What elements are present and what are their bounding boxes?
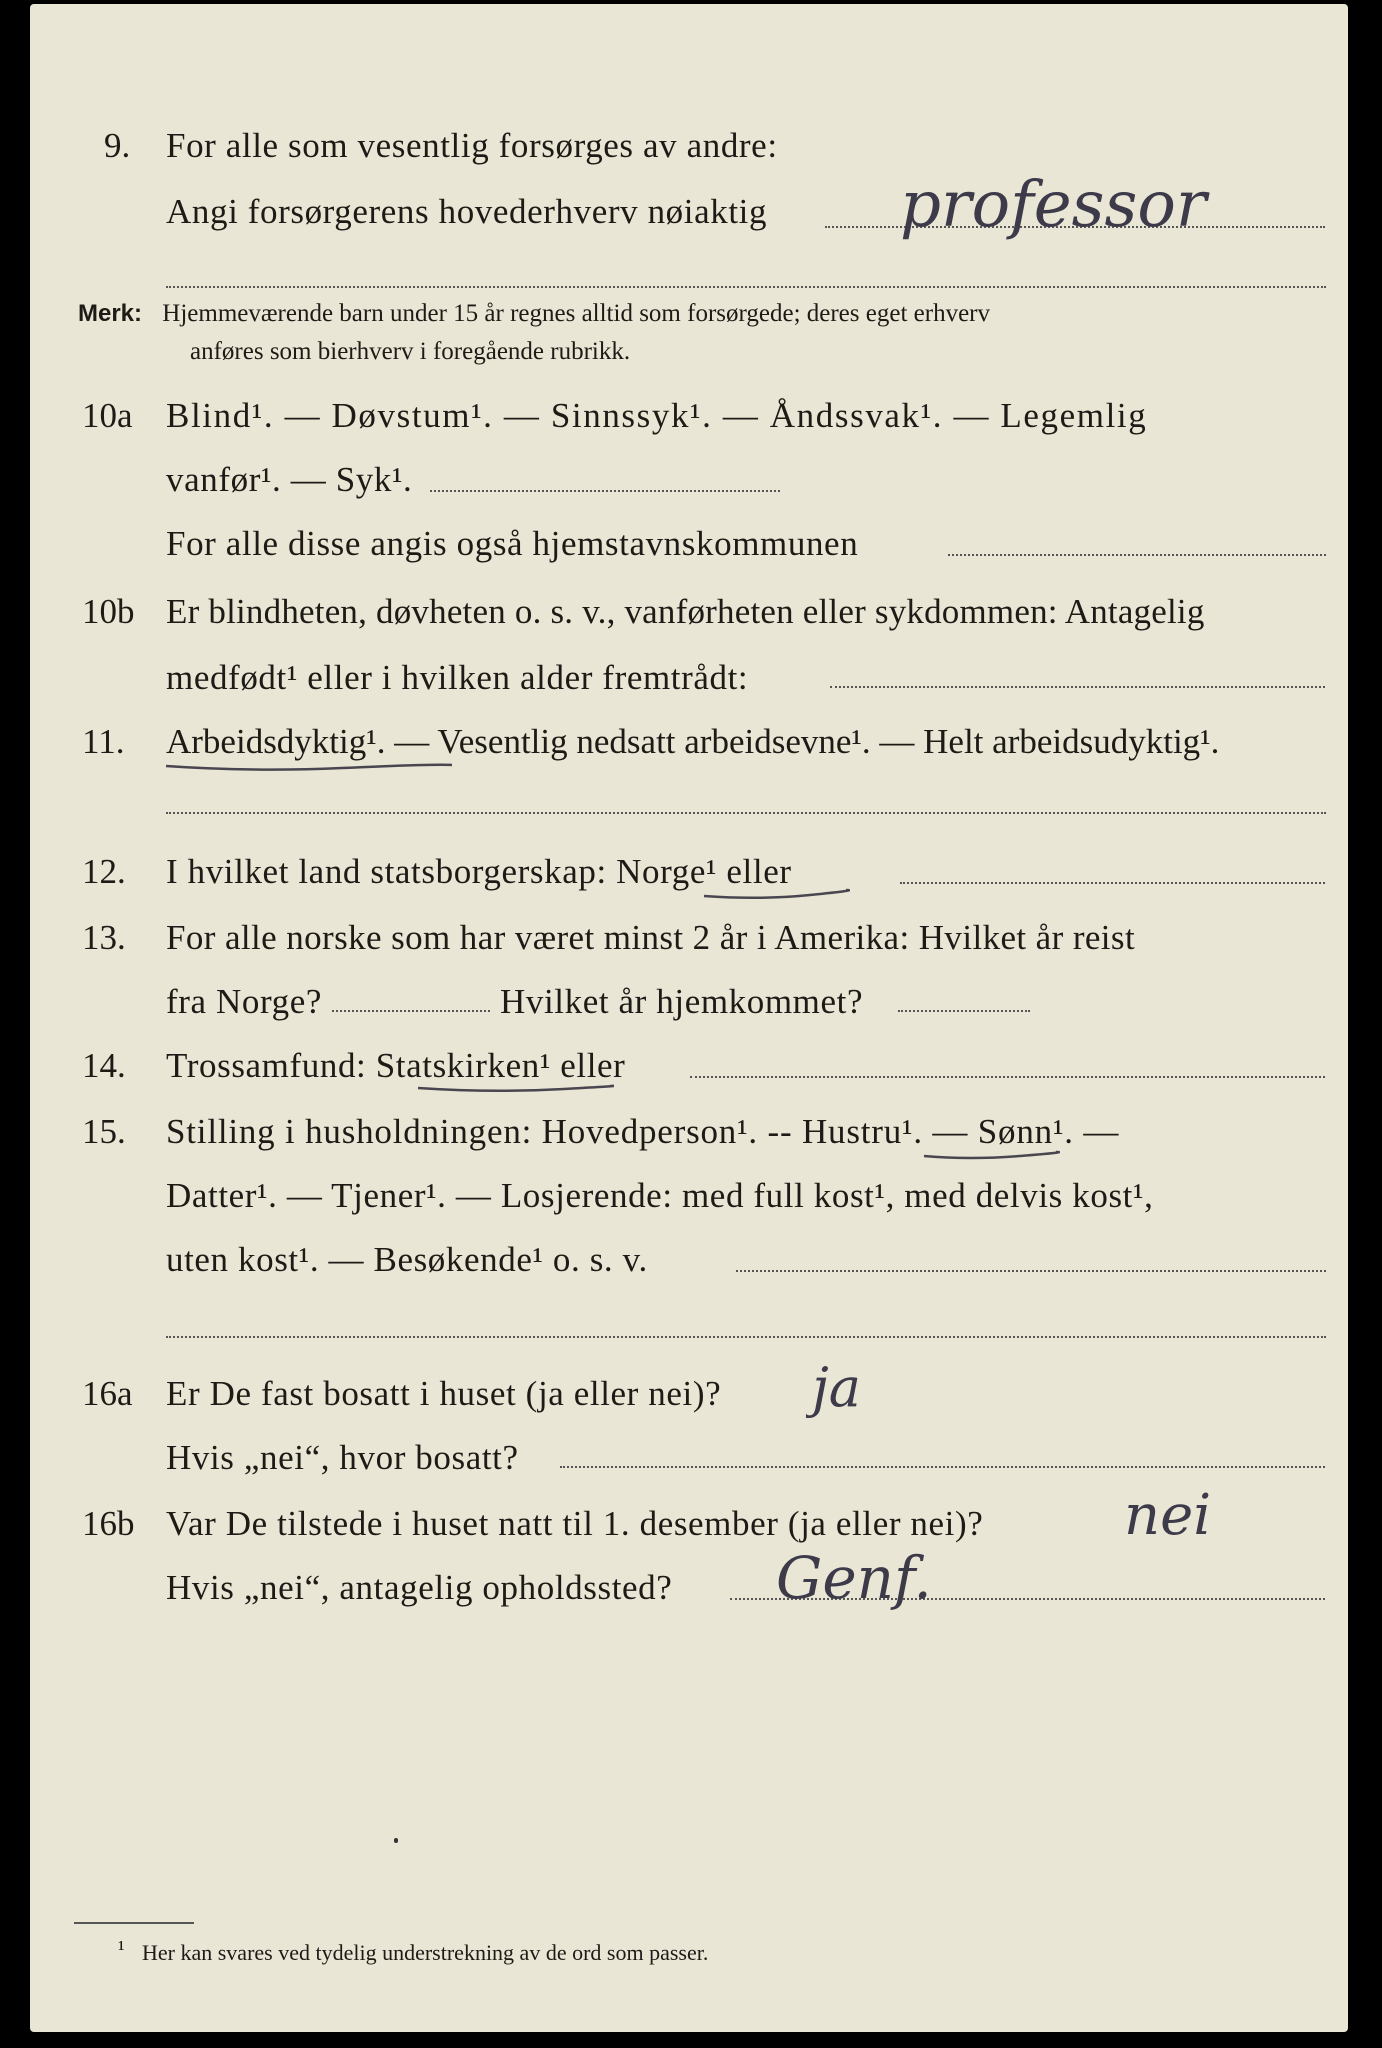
q9-number: 9. <box>104 126 131 165</box>
q16a-line2: Hvis „nei“, hvor bosatt? <box>166 1438 519 1477</box>
q14-line1: Trossamfund: Statskirken¹ eller <box>166 1046 626 1085</box>
q13-line1: For alle norske som har været minst 2 år i Amerika: Hvilket år reist <box>166 918 1136 957</box>
q16a-answer-line <box>560 1466 1325 1468</box>
q10a-number: 10a <box>82 396 133 435</box>
svg-text:Genf.: Genf. <box>776 1544 932 1612</box>
q16b-handwritten-answer <box>1118 1482 1318 1562</box>
q10a-line2: vanfør¹. — Syk¹. <box>166 460 413 499</box>
q12-number: 12. <box>82 852 126 891</box>
q10b-number: 10b <box>82 592 135 631</box>
q16a-line1: Er De fast bosatt i huset (ja eller nei)? <box>166 1374 722 1413</box>
ink-dot <box>394 1838 398 1843</box>
q16b-answer-line <box>730 1598 1325 1600</box>
q10b-line2: medfødt¹ eller i hvilken alder fremtrådt: <box>166 658 749 697</box>
q14-answer-line <box>690 1076 1325 1078</box>
census-form-page <box>30 4 1348 2032</box>
q16a-number: 16a <box>82 1374 133 1413</box>
svg-text:professor: professor <box>900 168 1207 242</box>
q11-line1: Arbeidsdyktig¹. — Vesentlig nedsatt arbeidsevne¹. — Helt arbeidsudyktig¹. <box>166 722 1220 761</box>
note-line1 <box>78 300 990 328</box>
q13-line2a: fra Norge? <box>166 982 322 1021</box>
q15-line2: Datter¹. — Tjener¹. — Losjerende: med full kost¹, med delvis kost¹, <box>166 1176 1154 1215</box>
q15-line1: Stilling i husholdningen: Hovedperson¹. -- Hustru¹. — Sønn¹. — <box>166 1112 1120 1151</box>
q13-number: 13. <box>82 918 126 957</box>
q14-number: 14. <box>82 1046 126 1085</box>
q11-number: 11. <box>82 722 125 761</box>
q16b-handwritten-location <box>770 1544 1090 1624</box>
q13-departure-line <box>332 1010 490 1012</box>
q10a-answer-line <box>430 490 780 492</box>
q9-answer-line <box>825 226 1325 228</box>
q9-line1: For alle som vesentlig forsørges av andre: <box>166 126 778 165</box>
note-text-2: anføres som bierhverv i foregående rubrikk. <box>190 338 631 365</box>
q10a-line1: Blind¹. — Døvstum¹. — Sinnssyk¹. — Åndssvak¹. — Legemlig <box>166 396 1148 435</box>
q15-number: 15. <box>82 1112 126 1151</box>
q16a-handwritten-answer <box>806 1356 986 1436</box>
q15-answer-line <box>736 1270 1326 1272</box>
q15-line3: uten kost¹. — Besøkende¹ o. s. v. <box>166 1240 648 1279</box>
q10b-line1: Er blindheten, døvheten o. s. v., vanførheten eller sykdommen: Antagelig <box>166 592 1205 631</box>
q16b-number: 16b <box>82 1504 135 1543</box>
q16b-line1: Var De tilstede i huset natt til 1. desember (ja eller nei)? <box>166 1504 984 1543</box>
note-label: Merk: <box>78 300 143 327</box>
q13-line2b: Hvilket år hjemkommet? <box>500 982 864 1021</box>
q11-extra-line <box>166 812 1326 814</box>
q12-line1: I hvilket land statsborgerskap: Norge¹ eller <box>166 852 792 891</box>
q9-handwritten-answer <box>890 164 1310 284</box>
svg-text:nei: nei <box>1124 1483 1212 1548</box>
q10a-municipality-line <box>948 554 1326 556</box>
q10a-line3: For alle disse angis også hjemstavnskommunen <box>166 524 859 563</box>
q15-extra-line <box>166 1336 1326 1338</box>
footnote-mark: ¹ <box>118 1936 125 1961</box>
q9-extra-line <box>166 286 1326 288</box>
footnote-text: Her kan svares ved tydelig understrekning av de ord som passer. <box>142 1940 709 1965</box>
footnote-rule <box>74 1922 194 1924</box>
note-text-1: Hjemmeværende barn under 15 år regnes alltid som forsørgede; deres eget erhverv <box>162 300 990 327</box>
q13-return-line <box>898 1010 1030 1012</box>
svg-text:ja: ja <box>812 1356 861 1419</box>
q9-line2: Angi forsørgerens hovederhverv nøiaktig <box>166 192 768 231</box>
q10b-answer-line <box>830 686 1325 688</box>
q12-answer-line <box>900 882 1325 884</box>
q16b-line2: Hvis „nei“, antagelig opholdssted? <box>166 1568 673 1607</box>
